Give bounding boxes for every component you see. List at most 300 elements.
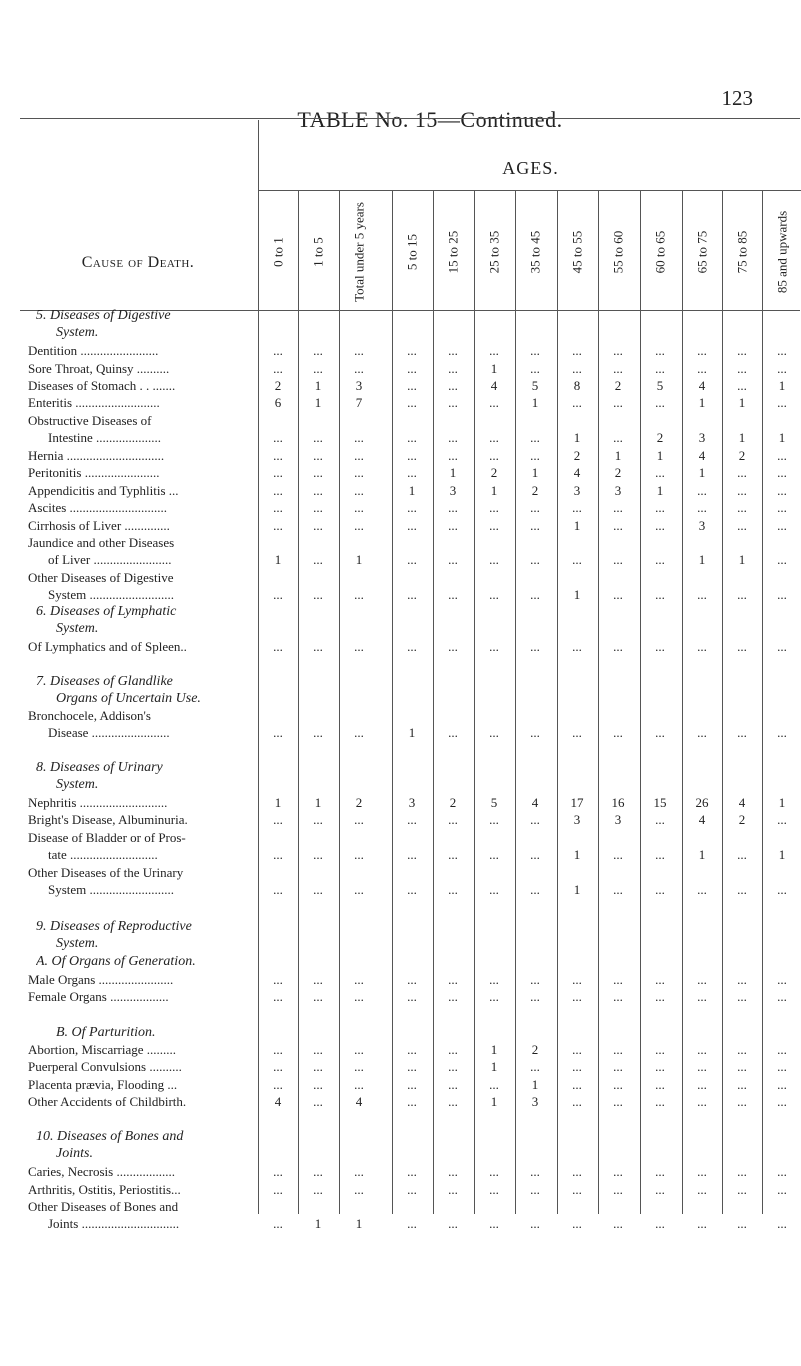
row-label: Other Diseases of the Urinary: [28, 865, 184, 880]
section-heading: System.: [56, 621, 99, 636]
table-cell: ...: [448, 1182, 458, 1197]
table-cell: ...: [655, 812, 665, 827]
table-cell: ...: [697, 1182, 707, 1197]
table-cell: ...: [572, 343, 582, 358]
table-cell: ...: [613, 972, 623, 987]
table-cell: ...: [313, 989, 323, 1004]
table-cell: ...: [572, 361, 582, 376]
table-cell: ...: [777, 448, 787, 463]
table-cell: ...: [489, 395, 499, 410]
row-label: System ..........................: [48, 587, 175, 602]
table-cell: ...: [572, 639, 582, 654]
table-cell: ...: [530, 725, 540, 740]
table-cell: ...: [354, 1059, 364, 1074]
table-cell: ...: [448, 361, 458, 376]
table-cell: ...: [448, 1216, 458, 1231]
table-cell: ...: [407, 448, 417, 463]
table-cell: ...: [613, 1182, 623, 1197]
table-cell: ...: [273, 500, 283, 515]
table-cell: ...: [489, 1182, 499, 1197]
row-label: Arthritis, Ostitis, Periostitis...: [28, 1182, 181, 1197]
table-cell: 1: [314, 795, 322, 810]
row-label: Caries, Necrosis ..................: [28, 1164, 175, 1179]
table-cell: ...: [737, 378, 747, 393]
table-cell: ...: [737, 639, 747, 654]
table-cell: 1: [490, 1042, 498, 1057]
section-heading: A. Of Organs of Generation.: [36, 954, 196, 969]
table-cell: ...: [273, 1164, 283, 1179]
table-cell: ...: [313, 430, 323, 445]
table-cell: ...: [655, 518, 665, 533]
table-cell: 5: [656, 378, 664, 393]
table-cell: 1: [314, 378, 322, 393]
table-cell: ...: [697, 1094, 707, 1109]
table-cell: ...: [273, 1216, 283, 1231]
table-cell: ...: [448, 518, 458, 533]
table-cell: ...: [697, 343, 707, 358]
table-cell: ...: [737, 587, 747, 602]
section-heading: 6. Diseases of Lymphatic: [36, 604, 177, 619]
table-cell: ...: [448, 1059, 458, 1074]
table-cell: ...: [737, 1182, 747, 1197]
row-label: Sore Throat, Quinsy ..........: [28, 361, 170, 376]
table-cell: ...: [655, 847, 665, 862]
table-cell: 1: [274, 552, 282, 567]
table-cell: 2: [738, 448, 746, 463]
table-cell: ...: [655, 465, 665, 480]
table-cell: ...: [655, 1059, 665, 1074]
table-cell: 1: [274, 795, 282, 810]
table-cell: ...: [777, 1164, 787, 1179]
table-cell: 1: [614, 448, 622, 463]
table-cell: ...: [530, 343, 540, 358]
table-cell: ...: [572, 1042, 582, 1057]
table-cell: ...: [777, 972, 787, 987]
table-cell: 4: [738, 795, 746, 810]
table-cell: ...: [530, 1164, 540, 1179]
table-cell: ...: [737, 1094, 747, 1109]
column-header-label: 45 to 55: [569, 230, 585, 274]
table-cell: ...: [313, 518, 323, 533]
table-cell: ...: [407, 378, 417, 393]
table-cell: ...: [530, 812, 540, 827]
table-cell: ...: [777, 812, 787, 827]
row-label: Ascites ..............................: [28, 500, 168, 515]
table-cell: ...: [313, 1164, 323, 1179]
table-cell: ...: [273, 1042, 283, 1057]
table-cell: 1: [531, 1077, 539, 1092]
table-cell: ...: [655, 882, 665, 897]
table-cell: ...: [655, 972, 665, 987]
table-cell: ...: [613, 725, 623, 740]
table-cell: ...: [407, 361, 417, 376]
table-cell: ...: [530, 361, 540, 376]
row-label: tate ...........................: [48, 847, 158, 862]
column-header-label: 35 to 45: [527, 230, 543, 274]
row-label: Cirrhosis of Liver ..............: [28, 518, 170, 533]
table-cell: ...: [530, 448, 540, 463]
table-cell: ...: [354, 500, 364, 515]
table-cell: 1: [778, 378, 786, 393]
table-cell: ...: [448, 430, 458, 445]
table-cell: ...: [697, 725, 707, 740]
table-cell: ...: [354, 518, 364, 533]
row-rule: [20, 118, 800, 119]
table-cell: ...: [530, 500, 540, 515]
column-header-label: 5 to 15: [404, 233, 420, 271]
table-cell: ...: [530, 1059, 540, 1074]
row-label: Bronchocele, Addison's: [28, 708, 151, 723]
table-cell: 5: [531, 378, 539, 393]
table-cell: ...: [313, 882, 323, 897]
table-cell: 2: [614, 465, 622, 480]
table-cell: ...: [697, 483, 707, 498]
table-cell: ...: [777, 518, 787, 533]
table-cell: ...: [407, 430, 417, 445]
table-cell: ...: [530, 882, 540, 897]
table-cell: 1: [778, 795, 786, 810]
table-cell: ...: [530, 972, 540, 987]
column-header-label: 15 to 25: [445, 230, 461, 274]
table-cell: ...: [613, 1094, 623, 1109]
table-cell: ...: [572, 972, 582, 987]
section-heading: Joints.: [56, 1146, 93, 1161]
table-cell: 2: [449, 795, 457, 810]
table-cell: ...: [354, 882, 364, 897]
table-cell: 1: [573, 430, 581, 445]
table-cell: ...: [530, 1216, 540, 1231]
table-cell: ...: [354, 343, 364, 358]
table-cell: 2: [656, 430, 664, 445]
row-label: Hernia ..............................: [28, 448, 165, 463]
table-cell: ...: [737, 1077, 747, 1092]
table-cell: ...: [489, 500, 499, 515]
table-cell: ...: [697, 587, 707, 602]
table-cell: ...: [354, 725, 364, 740]
table-cell: 4: [698, 378, 706, 393]
row-label: Disease ........................: [48, 725, 170, 740]
table-cell: ...: [613, 430, 623, 445]
table-cell: ...: [697, 1164, 707, 1179]
table-cell: ...: [777, 343, 787, 358]
table-cell: ...: [777, 1059, 787, 1074]
table-cell: ...: [407, 1042, 417, 1057]
table-cell: ...: [448, 972, 458, 987]
table-cell: 2: [614, 378, 622, 393]
table-cell: ...: [313, 483, 323, 498]
table-cell: ...: [489, 518, 499, 533]
table-cell: ...: [273, 448, 283, 463]
table-cell: ...: [313, 1077, 323, 1092]
table-cell: 1: [449, 465, 457, 480]
table-cell: 1: [738, 552, 746, 567]
table-cell: ...: [448, 989, 458, 1004]
table-cell: ...: [273, 1059, 283, 1074]
row-label: Female Organs ..................: [28, 989, 169, 1004]
table-cell: ...: [273, 518, 283, 533]
table-cell: ...: [448, 500, 458, 515]
table-cell: 2: [490, 465, 498, 480]
table-cell: ...: [354, 1164, 364, 1179]
table-cell: ...: [354, 430, 364, 445]
table-cell: ...: [448, 395, 458, 410]
table-cell: ...: [613, 882, 623, 897]
table-cell: 1: [408, 725, 416, 740]
table-cell: 16: [611, 795, 625, 810]
column-header-label: 75 to 85: [734, 230, 750, 274]
table-cell: 3: [573, 812, 581, 827]
table-cell: ...: [448, 725, 458, 740]
table-cell: ...: [313, 361, 323, 376]
column-header-label: 0 to 1: [270, 237, 286, 267]
table-cell: ...: [448, 343, 458, 358]
table-cell: ...: [737, 725, 747, 740]
table-cell: ...: [489, 725, 499, 740]
table-cell: 1: [355, 1216, 363, 1231]
table-cell: ...: [448, 552, 458, 567]
table-cell: ...: [273, 725, 283, 740]
table-cell: 1: [314, 395, 322, 410]
table-cell: 1: [573, 587, 581, 602]
table-cell: ...: [407, 1182, 417, 1197]
table-cell: ...: [737, 972, 747, 987]
row-label: Peritonitis .......................: [28, 465, 160, 480]
table-cell: ...: [273, 882, 283, 897]
table-cell: ...: [737, 483, 747, 498]
table-cell: ...: [448, 1164, 458, 1179]
table-cell: 1: [698, 465, 706, 480]
column-header-label: 55 to 60: [610, 230, 626, 274]
table-cell: 4: [698, 812, 706, 827]
table-cell: ...: [737, 518, 747, 533]
table-cell: ...: [777, 1042, 787, 1057]
table-cell: ...: [697, 972, 707, 987]
table-cell: 2: [573, 448, 581, 463]
table-cell: ...: [313, 1059, 323, 1074]
table-cell: 4: [573, 465, 581, 480]
table-cell: ...: [572, 1164, 582, 1179]
table-cell: ...: [354, 1077, 364, 1092]
table-cell: ...: [777, 989, 787, 1004]
table-cell: ...: [530, 552, 540, 567]
table-cell: ...: [572, 1182, 582, 1197]
table-cell: ...: [777, 587, 787, 602]
table-cell: ...: [313, 448, 323, 463]
table-cell: ...: [572, 552, 582, 567]
table-cell: ...: [273, 972, 283, 987]
table-cell: ...: [572, 1059, 582, 1074]
table-cell: ...: [489, 587, 499, 602]
table-cell: ...: [313, 465, 323, 480]
table-cell: ...: [572, 500, 582, 515]
table-cell: ...: [273, 587, 283, 602]
table-cell: ...: [448, 448, 458, 463]
table-cell: 1: [490, 1094, 498, 1109]
section-heading: 7. Diseases of Glandlike: [36, 674, 173, 689]
table-cell: ...: [273, 639, 283, 654]
row-label: of Liver ........................: [48, 552, 172, 567]
row-label: Appendicitis and Typhlitis ...: [28, 483, 179, 498]
table-cell: ...: [354, 989, 364, 1004]
table-cell: ...: [613, 500, 623, 515]
table-cell: 6: [274, 395, 282, 410]
table-cell: ...: [613, 343, 623, 358]
table-cell: ...: [655, 1077, 665, 1092]
table-cell: ...: [613, 552, 623, 567]
table-cell: ...: [354, 972, 364, 987]
table-cell: ...: [313, 1182, 323, 1197]
table-cell: ...: [613, 639, 623, 654]
row-label: Abortion, Miscarriage .........: [28, 1042, 177, 1057]
table-cell: ...: [273, 361, 283, 376]
table-cell: ...: [697, 1042, 707, 1057]
table-cell: ...: [737, 1216, 747, 1231]
table-cell: ...: [354, 448, 364, 463]
table-cell: ...: [273, 1182, 283, 1197]
table-cell: ...: [313, 343, 323, 358]
table-cell: 1: [490, 361, 498, 376]
row-label: Diseases of Stomach . . .......: [28, 378, 176, 393]
table-cell: ...: [613, 587, 623, 602]
table-cell: ...: [448, 639, 458, 654]
column-header-label: 1 to 5: [310, 237, 326, 267]
table-cell: 7: [355, 395, 363, 410]
table-cell: ...: [697, 882, 707, 897]
table-cell: 3: [531, 1094, 539, 1109]
table-cell: ...: [777, 1182, 787, 1197]
table-cell: ...: [489, 552, 499, 567]
table-cell: ...: [407, 587, 417, 602]
table-cell: ...: [273, 483, 283, 498]
table-cell: ...: [313, 972, 323, 987]
column-header-label: 60 to 65: [652, 230, 668, 274]
table-cell: 3: [449, 483, 457, 498]
table-cell: ...: [407, 1164, 417, 1179]
table-cell: ...: [448, 1077, 458, 1092]
table-cell: ...: [777, 465, 787, 480]
table-cell: ...: [655, 552, 665, 567]
row-label: Other Diseases of Digestive: [28, 570, 174, 585]
table-cell: ...: [613, 1042, 623, 1057]
table-cell: ...: [777, 361, 787, 376]
table-cell: ...: [777, 725, 787, 740]
table-cell: ...: [407, 1094, 417, 1109]
column-header-label: 25 to 35: [486, 230, 502, 274]
table-cell: 1: [778, 847, 786, 862]
table-cell: ...: [448, 587, 458, 602]
table-cell: 1: [490, 483, 498, 498]
table-cell: ...: [530, 518, 540, 533]
table-cell: 2: [531, 1042, 539, 1057]
table-cell: ...: [489, 847, 499, 862]
table-cell: ...: [737, 847, 747, 862]
table-cell: 1: [698, 552, 706, 567]
table-cell: ...: [655, 1042, 665, 1057]
ages-header: AGES.: [502, 158, 559, 178]
table-cell: ...: [313, 812, 323, 827]
table-cell: ...: [697, 639, 707, 654]
row-label: Puerperal Convulsions ..........: [28, 1059, 182, 1074]
table-cell: 3: [614, 483, 622, 498]
table-cell: ...: [613, 1164, 623, 1179]
table-cell: 8: [573, 378, 581, 393]
table-cell: 5: [490, 795, 498, 810]
section-heading: System.: [56, 936, 99, 951]
page-title: TABLE No. 15—Continued.: [297, 107, 563, 132]
table-cell: ...: [530, 847, 540, 862]
table-cell: ...: [530, 430, 540, 445]
table-cell: ...: [572, 725, 582, 740]
row-label: Intestine ....................: [48, 430, 162, 445]
table-cell: ...: [489, 882, 499, 897]
table-cell: ...: [448, 378, 458, 393]
table-cell: ...: [655, 395, 665, 410]
table-cell: ...: [273, 989, 283, 1004]
section-heading: 5. Diseases of Digestive: [36, 308, 171, 323]
table-cell: ...: [273, 465, 283, 480]
table-cell: ...: [572, 1216, 582, 1231]
table-cell: 2: [274, 378, 282, 393]
table-cell: ...: [697, 500, 707, 515]
table-cell: 1: [573, 882, 581, 897]
table-cell: 3: [408, 795, 416, 810]
table-cell: 3: [614, 812, 622, 827]
table-cell: ...: [407, 639, 417, 654]
row-label: Male Organs .......................: [28, 972, 174, 987]
table-cell: ...: [313, 1042, 323, 1057]
table-cell: ...: [407, 847, 417, 862]
table-cell: 1: [573, 518, 581, 533]
table-cell: ...: [489, 972, 499, 987]
table-cell: 4: [274, 1094, 282, 1109]
section-heading: 8. Diseases of Urinary: [36, 760, 163, 775]
table-cell: ...: [613, 395, 623, 410]
table-cell: 1: [531, 465, 539, 480]
table-cell: ...: [407, 989, 417, 1004]
table-cell: ...: [489, 1077, 499, 1092]
table-cell: 1: [656, 483, 664, 498]
column-header-label: 65 to 75: [694, 230, 710, 274]
page-number: 123: [721, 86, 753, 110]
table-cell: ...: [489, 812, 499, 827]
table-cell: ...: [313, 1094, 323, 1109]
table-cell: ...: [313, 500, 323, 515]
table-cell: ...: [655, 500, 665, 515]
table-cell: ...: [273, 812, 283, 827]
table-cell: ...: [697, 1077, 707, 1092]
table-cell: ...: [697, 1059, 707, 1074]
table-cell: ...: [777, 395, 787, 410]
table-cell: 1: [738, 430, 746, 445]
row-label: Disease of Bladder or of Pros-: [28, 830, 186, 845]
table-cell: ...: [354, 465, 364, 480]
table-cell: 1: [314, 1216, 322, 1231]
table-cell: ...: [655, 639, 665, 654]
table-cell: ...: [273, 343, 283, 358]
table-cell: ...: [354, 1042, 364, 1057]
table-cell: ...: [313, 725, 323, 740]
table-cell: ...: [737, 361, 747, 376]
row-label: Nephritis ...........................: [28, 795, 168, 810]
table-cell: ...: [489, 430, 499, 445]
table-cell: 3: [698, 430, 706, 445]
table-cell: ...: [354, 483, 364, 498]
table-cell: ...: [613, 361, 623, 376]
table-cell: ...: [530, 587, 540, 602]
table-cell: ...: [273, 1077, 283, 1092]
table-cell: ...: [777, 500, 787, 515]
table-cell: ...: [489, 1216, 499, 1231]
